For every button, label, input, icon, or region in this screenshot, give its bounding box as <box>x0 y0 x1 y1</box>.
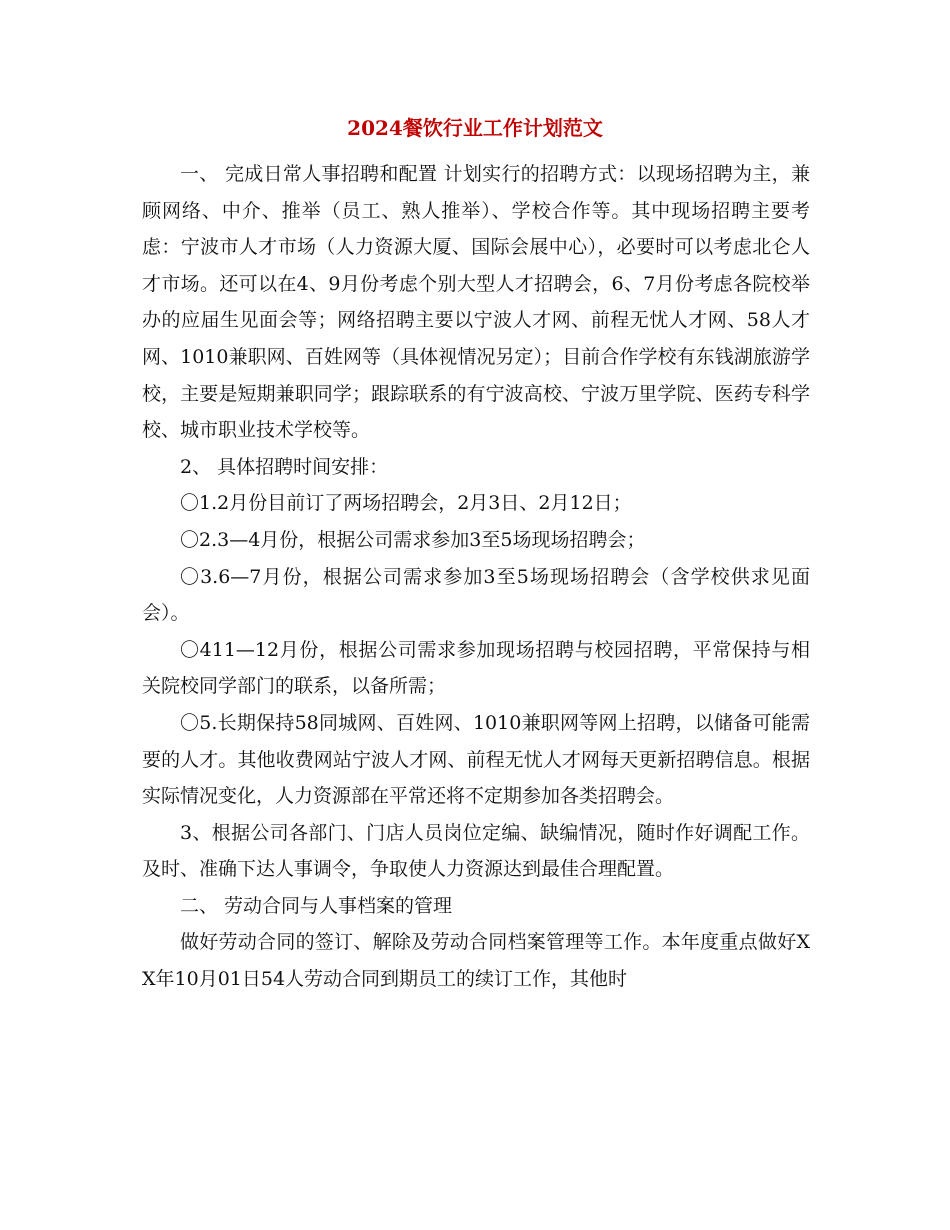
paragraph-schedule-item-5: 〇5.长期保持58同城网、百姓网、1010兼职网等网上招聘，以储备可能需要的人才。其他收费网站宁波人才网、前程无忧人才网每天更新招聘信息。根据实际情况变化，人力资源部在平常还将不定期参加各类招聘会。 <box>142 711 810 808</box>
section-heading-contracts: 二、 劳动合同与人事档案的管理 <box>180 894 453 917</box>
paragraph-schedule-item-1: 〇1.2月份目前订了两场招聘会，2月3日、2月12日； <box>180 492 632 515</box>
paragraph-staff-allocation: 3、根据公司各部门、门店人员岗位定编、缺编情况，随时作好调配工作。及时、准确下达人事调令，争取使人力资源达到最佳合理配置。 <box>142 821 810 881</box>
paragraph-schedule-heading: 2、 具体招聘时间安排： <box>180 455 389 478</box>
paragraph-schedule-item-2: 〇2.3—4月份，根据公司需求参加3至5场现场招聘会； <box>180 528 646 551</box>
paragraph-recruitment-overview: 一、 完成日常人事招聘和配置 计划实行的招聘方式：以现场招聘为主，兼顾网络、中介、推举（员工、熟人推举）、学校合作等。其中现场招聘主要考虑：宁波市人才市场（人力资源大厦、国际会展中心），必要时可以考虑北仑人才市场。还可以在4、9月份考虑个别大型人才招聘会，6、7月份考虑各院校举办的应届生见面会等；网络招聘主要以宁波人才网、前程无忧人才网、58人才网、1010兼职网、百姓网等（具体视情况另定）；目前合作学校有东钱湖旅游学校，主要是短期兼职同学；跟踪联系的有宁波高校、宁波万里学院、医药专科学校、城市职业技术学校等。 <box>142 163 810 442</box>
document-title: 2024餐饮行业工作计划范文 <box>347 116 603 140</box>
paragraph-schedule-item-4: 〇411—12月份，根据公司需求参加现场招聘与校园招聘，平常保持与相关院校同学部门的联系，以备所需； <box>142 638 810 698</box>
paragraph-schedule-item-3: 〇3.6—7月份，根据公司需求参加3至5场现场招聘会（含学校供求见面会）。 <box>142 565 810 625</box>
document-body <box>142 156 810 998</box>
paragraph-contract-management: 做好劳动合同的签订、解除及劳动合同档案管理等工作。本年度重点做好XX年10月01日54人劳动合同到期员工的续订工作，其他时 <box>142 931 810 991</box>
